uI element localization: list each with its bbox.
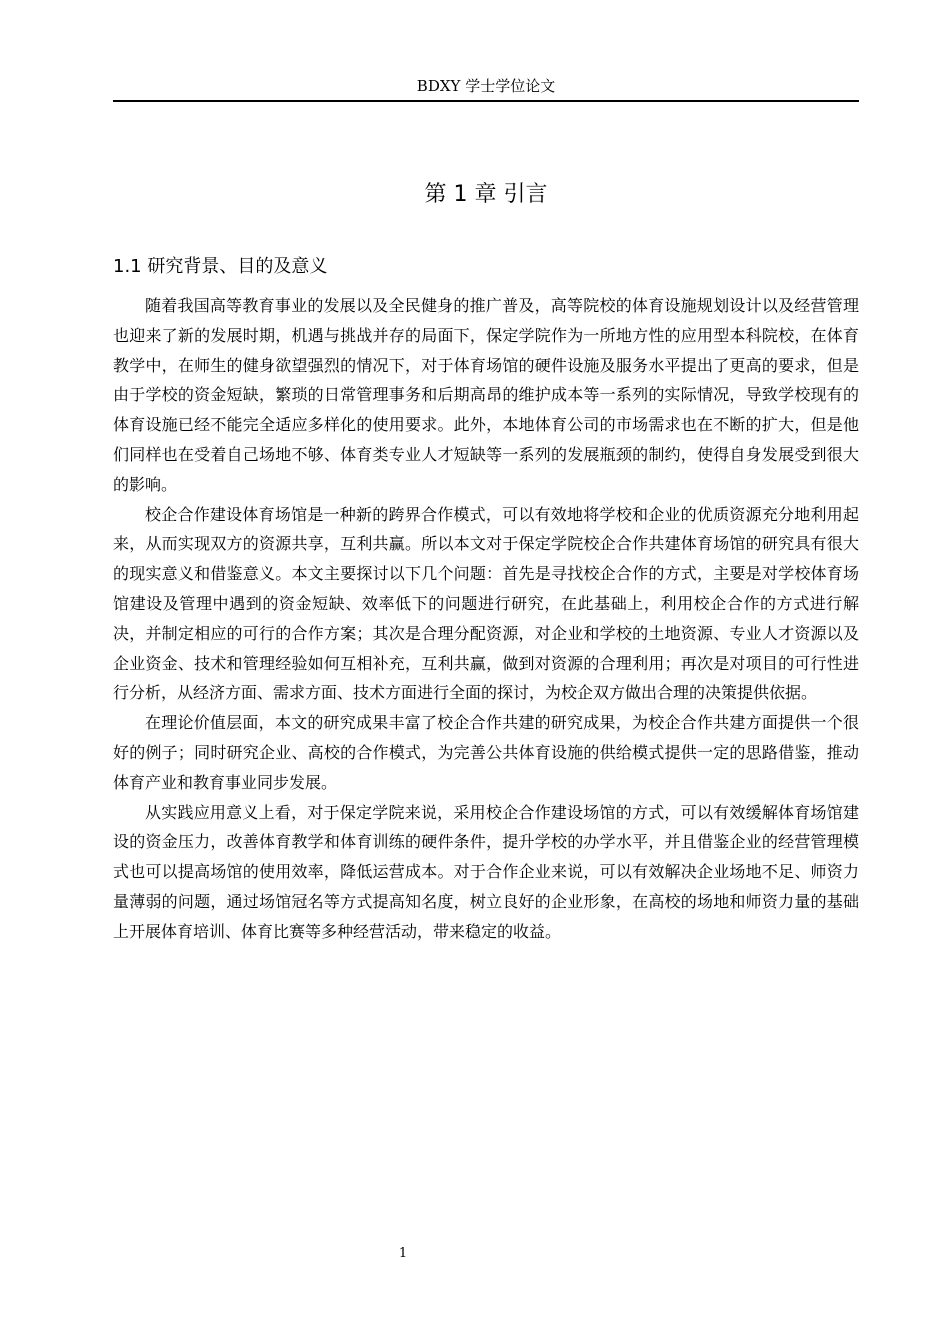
body-text: [113, 291, 859, 947]
section-heading: 1.1 研究背景、目的及意义: [113, 256, 328, 277]
paragraph: 从实践应用意义上看，对于保定学院来说，采用校企合作建设场馆的方式，可以有效缓解体育场馆建设的资金压力，改善体育教学和体育训练的硬件条件，提升学校的办学水平，并且借鉴企业的经营管理模式也可以提高场馆的使用效率，降低运营成本。对于合作企业来说，可以有效解决企业场地不足、师资力量薄弱的问题，通过场馆冠名等方式提高知名度，树立良好的企业形象，在高校的场地和师资力量的基础上开展体育培训、体育比赛等多种经营活动，带来稳定的收益。: [113, 802, 859, 941]
paragraph: 随着我国高等教育事业的发展以及全民健身的推广普及，高等院校的体育设施规划设计以及经营管理也迎来了新的发展时期，机遇与挑战并存的局面下，保定学院作为一所地方性的应用型本科院校，在体育教学中，在师生的健身欲望强烈的情况下，对于体育场馆的硬件设施及服务水平提出了更高的要求，但是由于学校的资金短缺，繁琐的日常管理事务和后期高昂的维护成本等一系列的实际情况，导致学校现有的体育设施已经不能完全适应多样化的使用要求。此外，本地体育公司的市场需求也在不断的扩大，但是他们同样也在受着自己场地不够、体育类专业人才短缺等一系列的发展瓶颈的制约，使得自身发展受到很大的影响。: [113, 296, 859, 494]
page-number: 1: [398, 1246, 408, 1261]
header-divider: [113, 100, 859, 102]
paragraph: 校企合作建设体育场馆是一种新的跨界合作模式，可以有效地将学校和企业的优质资源充分地利用起来，从而实现双方的资源共享，互利共赢。所以本文对于保定学院校企合作共建体育场馆的研究具有很大的现实意义和借鉴意义。本文主要探讨以下几个问题：首先是寻找校企合作的方式，主要是对学校体育场馆建设及管理中遇到的资金短缺、效率低下的问题进行研究，在此基础上，利用校企合作的方式进行解决，并制定相应的可行的合作方案；其次是合理分配资源，对企业和学校的土地资源、专业人才资源以及企业资金、技术和管理经验如何互相补充，互利共赢，做到对资源的合理利用；再次是对项目的可行性进行分析，从经济方面、需求方面、技术方面进行全面的探讨，为校企双方做出合理的决策提供依据。: [113, 504, 859, 703]
running-header: BDXY 学士学位论文: [416, 77, 556, 95]
chapter-title: 第 1 章 引言: [424, 182, 548, 207]
paragraph: 在理论价值层面，本文的研究成果丰富了校企合作共建的研究成果，为校企合作共建方面提供一个很好的例子；同时研究企业、高校的合作模式，为完善公共体育设施的供给模式提供一定的思路借鉴，推动体育产业和教育事业同步发展。: [113, 713, 859, 792]
